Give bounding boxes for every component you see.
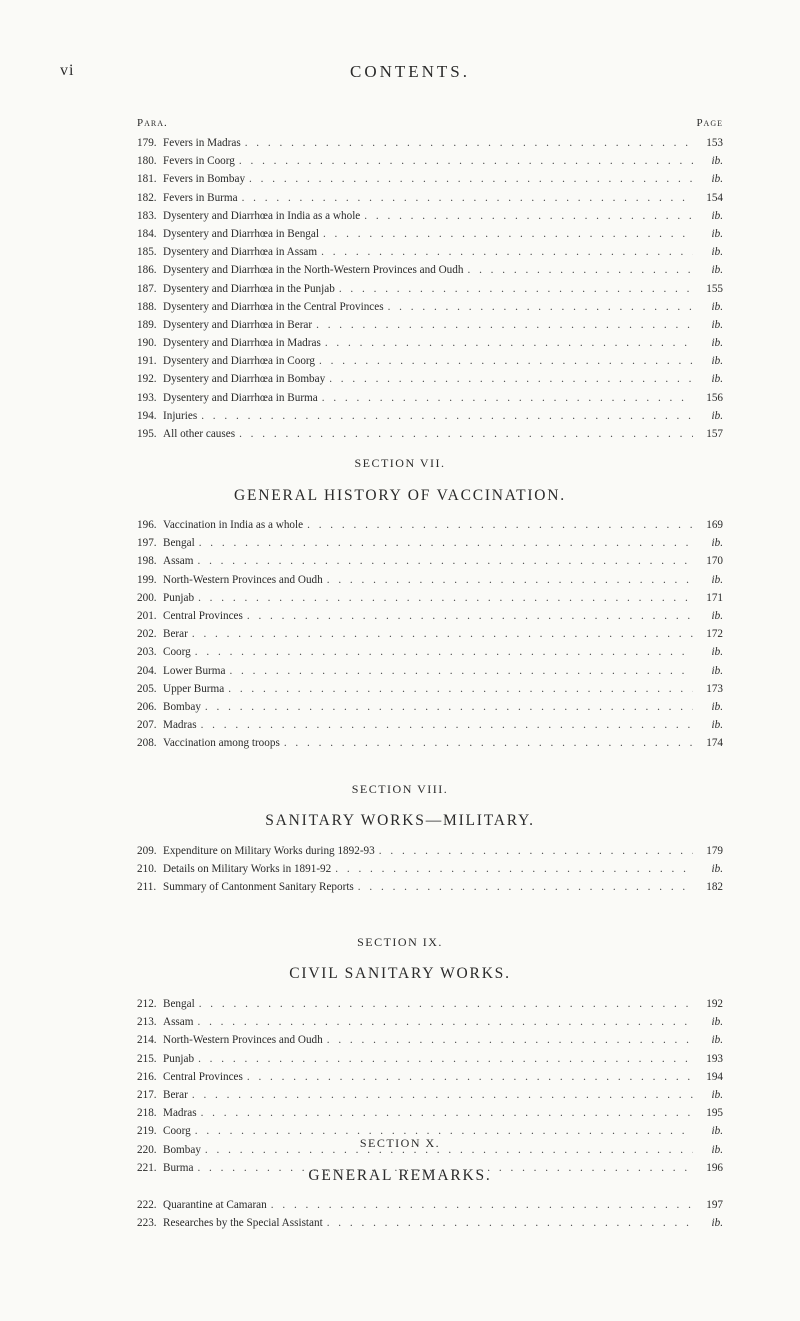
page-number: vi bbox=[60, 62, 75, 79]
entry-title: Vaccination among troops bbox=[163, 737, 280, 750]
entry-title: Madras bbox=[163, 719, 197, 732]
dot-leader bbox=[467, 261, 693, 279]
page-ref: ib. bbox=[711, 264, 723, 277]
entry-title: Fevers in Madras bbox=[163, 137, 241, 149]
dot-leader bbox=[197, 552, 693, 570]
page-ref: 157 bbox=[706, 428, 723, 440]
entry-title: Fevers in Coorg bbox=[163, 155, 235, 168]
toc-entry bbox=[137, 170, 723, 188]
para-number: 202. bbox=[137, 628, 157, 641]
dot-leader bbox=[321, 243, 693, 261]
page-ref: 169 bbox=[706, 519, 723, 531]
toc-entry bbox=[137, 552, 723, 570]
toc-entry bbox=[137, 316, 723, 334]
dot-leader bbox=[198, 589, 693, 607]
entry-title: Assam bbox=[163, 555, 194, 568]
entry-title: Bengal bbox=[163, 998, 195, 1010]
dot-leader bbox=[228, 680, 693, 698]
entry-title: Injuries bbox=[163, 409, 198, 422]
page-ref: ib. bbox=[711, 537, 723, 550]
para-number: 208. bbox=[137, 737, 157, 750]
para-number: 221. bbox=[137, 1161, 157, 1174]
para-number: 187. bbox=[137, 282, 157, 295]
entry-title: Dysentery and Diarrhœa in Berar bbox=[163, 318, 313, 331]
toc-entry bbox=[137, 225, 723, 243]
column-headers bbox=[137, 117, 723, 133]
toc-entry bbox=[137, 134, 723, 152]
toc-entry bbox=[137, 1086, 723, 1104]
dot-leader bbox=[192, 625, 693, 643]
dot-leader bbox=[192, 1086, 693, 1104]
dot-leader bbox=[316, 316, 693, 334]
entry-title: Berar bbox=[163, 628, 188, 641]
page-ref: 154 bbox=[706, 191, 723, 204]
page-ref: ib. bbox=[711, 646, 723, 659]
section-title: SANITARY WORKS—MILITARY. bbox=[265, 812, 535, 829]
dot-leader bbox=[358, 878, 693, 896]
toc-entry bbox=[137, 1031, 723, 1049]
dot-leader bbox=[201, 1104, 693, 1122]
para-number: 200. bbox=[137, 591, 157, 604]
toc-entry bbox=[137, 534, 723, 552]
dot-leader bbox=[195, 643, 693, 661]
toc-entry bbox=[137, 716, 723, 734]
para-number: 204. bbox=[137, 664, 157, 677]
dot-leader bbox=[199, 534, 693, 552]
para-number: 203. bbox=[137, 646, 157, 659]
dot-leader bbox=[335, 860, 693, 878]
page-ref: 197 bbox=[706, 1199, 723, 1211]
entry-title: Bombay bbox=[163, 1143, 201, 1156]
page-ref: 193 bbox=[706, 1052, 723, 1065]
para-number: 186. bbox=[137, 264, 157, 277]
toc-entry bbox=[137, 1050, 723, 1068]
section-entries bbox=[137, 842, 723, 897]
page-ref: 196 bbox=[706, 1161, 723, 1174]
page-ref: ib. bbox=[711, 719, 723, 732]
toc-entry bbox=[137, 334, 723, 352]
entry-title: Dysentery and Diarrhœa in Bengal bbox=[163, 227, 319, 240]
toc-entry bbox=[137, 407, 723, 425]
para-number: 209. bbox=[137, 845, 157, 857]
para-number: 217. bbox=[137, 1088, 157, 1101]
page-ref: 153 bbox=[706, 137, 723, 149]
para-number: 192. bbox=[137, 373, 157, 386]
entry-title: Dysentery and Diarrhœa in Assam bbox=[163, 246, 318, 259]
entry-title: All other causes bbox=[163, 428, 236, 440]
page-header bbox=[60, 62, 760, 86]
page-ref: ib. bbox=[711, 337, 723, 350]
page-ref: 172 bbox=[706, 628, 723, 641]
para-number: 223. bbox=[137, 1217, 157, 1230]
para-number: 216. bbox=[137, 1070, 157, 1083]
dot-leader bbox=[327, 1214, 693, 1232]
page-ref: ib. bbox=[711, 1034, 723, 1047]
dot-leader bbox=[247, 1068, 693, 1086]
page-ref: ib. bbox=[711, 318, 723, 331]
toc-entry bbox=[137, 842, 723, 860]
section-entries bbox=[137, 1196, 723, 1232]
para-number: 181. bbox=[137, 173, 157, 186]
dot-leader bbox=[364, 207, 693, 225]
dot-leader bbox=[284, 734, 693, 752]
page-ref: 195 bbox=[706, 1107, 723, 1120]
toc-entry bbox=[137, 280, 723, 298]
section-title: GENERAL HISTORY OF VACCINATION. bbox=[234, 487, 566, 504]
entry-title: Coorg bbox=[163, 646, 191, 659]
page-ref: ib. bbox=[711, 409, 723, 422]
page-column-label: Page bbox=[696, 117, 723, 129]
para-number: 189. bbox=[137, 318, 157, 331]
section-label: SECTION VIII. bbox=[351, 782, 449, 796]
page-ref: ib. bbox=[711, 300, 723, 313]
entry-title: Vaccination in India as a whole bbox=[163, 519, 304, 531]
toc-entry bbox=[137, 261, 723, 279]
entry-title: Dysentery and Diarrhœa in the Punjab bbox=[163, 282, 335, 295]
entry-title: Assam bbox=[163, 1016, 194, 1029]
section-label: SECTION IX. bbox=[357, 935, 443, 949]
entry-title: Expenditure on Military Works during 1892-93 bbox=[163, 845, 375, 857]
entry-title: Researches by the Special Assistant bbox=[163, 1217, 323, 1230]
page-ref: 192 bbox=[706, 998, 723, 1010]
para-number: 184. bbox=[137, 227, 157, 240]
toc-entry bbox=[137, 662, 723, 680]
page-ref: 174 bbox=[706, 737, 723, 750]
toc-entry bbox=[137, 571, 723, 589]
page-ref: 156 bbox=[706, 391, 723, 404]
toc-entry bbox=[137, 425, 723, 443]
toc-entry bbox=[137, 1104, 723, 1122]
page-ref: ib. bbox=[711, 373, 723, 386]
dot-leader bbox=[327, 1031, 693, 1049]
toc-entry bbox=[137, 207, 723, 225]
section-title: CIVIL SANITARY WORKS. bbox=[289, 965, 511, 982]
dot-leader bbox=[198, 1050, 693, 1068]
section-entries bbox=[137, 134, 723, 443]
para-number: 182. bbox=[137, 191, 157, 204]
para-number: 210. bbox=[137, 863, 157, 876]
entry-title: North-Western Provinces and Oudh bbox=[163, 1034, 323, 1047]
toc-entry bbox=[137, 189, 723, 207]
toc-entry bbox=[137, 152, 723, 170]
entry-title: Central Provinces bbox=[163, 609, 243, 622]
dot-leader bbox=[249, 170, 693, 188]
page-ref: ib. bbox=[711, 173, 723, 186]
page-ref: ib. bbox=[711, 246, 723, 259]
para-number: 207. bbox=[137, 719, 157, 732]
para-number: 212. bbox=[137, 998, 157, 1010]
entry-title: Dysentery and Diarrhœa in the North-Western Provinces and Oudh bbox=[163, 264, 464, 277]
dot-leader bbox=[329, 370, 693, 388]
toc-entry bbox=[137, 643, 723, 661]
entry-title: Dysentery and Diarrhœa in Madras bbox=[163, 337, 321, 350]
page-ref: 170 bbox=[706, 555, 723, 568]
toc-entry bbox=[137, 860, 723, 878]
toc-entry bbox=[137, 516, 723, 534]
entry-title: Burma bbox=[163, 1161, 194, 1174]
page-ref: ib. bbox=[711, 1088, 723, 1101]
page-ref: ib. bbox=[711, 155, 723, 168]
entry-title: North-Western Provinces and Oudh bbox=[163, 573, 323, 586]
dot-leader bbox=[199, 995, 693, 1013]
dot-leader bbox=[239, 425, 693, 443]
page-ref: ib. bbox=[711, 1016, 723, 1029]
entry-title: Details on Military Works in 1891-92 bbox=[163, 863, 332, 876]
para-number: 196. bbox=[137, 519, 157, 531]
page-ref: ib. bbox=[711, 863, 723, 876]
para-number: 220. bbox=[137, 1143, 157, 1156]
dot-leader bbox=[322, 389, 693, 407]
entry-title: Quarantine at Camaran bbox=[163, 1199, 267, 1211]
entry-title: Dysentery and Diarrhœa in Bombay bbox=[163, 373, 326, 386]
para-number: 211. bbox=[137, 881, 157, 894]
toc-entry bbox=[137, 995, 723, 1013]
toc-entry bbox=[137, 370, 723, 388]
entry-title: Punjab bbox=[163, 1052, 195, 1065]
para-number: 190. bbox=[137, 337, 157, 350]
para-number: 219. bbox=[137, 1125, 157, 1138]
toc-entry bbox=[137, 1068, 723, 1086]
entry-title: Berar bbox=[163, 1088, 188, 1101]
para-number: 193. bbox=[137, 391, 157, 404]
dot-leader bbox=[197, 1013, 693, 1031]
toc-entry bbox=[137, 625, 723, 643]
dot-leader bbox=[307, 516, 693, 534]
entry-title: Dysentery and Diarrhœa in the Central Provinces bbox=[163, 300, 384, 313]
dot-leader bbox=[271, 1196, 693, 1214]
entry-title: Fevers in Burma bbox=[163, 191, 238, 204]
para-number: 185. bbox=[137, 246, 157, 259]
page-title: CONTENTS. bbox=[349, 62, 471, 81]
page-ref: ib. bbox=[711, 609, 723, 622]
para-number: 188. bbox=[137, 300, 157, 313]
page-ref: ib. bbox=[711, 573, 723, 586]
page-ref: ib. bbox=[711, 700, 723, 713]
toc-entry bbox=[137, 1196, 723, 1214]
dot-leader bbox=[323, 225, 693, 243]
page-ref: 182 bbox=[706, 881, 723, 894]
dot-leader bbox=[201, 407, 693, 425]
para-column-label: Para. bbox=[137, 117, 168, 129]
toc-entry bbox=[137, 734, 723, 752]
page-ref: ib. bbox=[711, 355, 723, 368]
para-number: 214. bbox=[137, 1034, 157, 1047]
dot-leader bbox=[239, 152, 693, 170]
para-number: 213. bbox=[137, 1016, 157, 1029]
para-number: 183. bbox=[137, 209, 157, 222]
toc-entry bbox=[137, 298, 723, 316]
dot-leader bbox=[325, 334, 693, 352]
dot-leader bbox=[379, 842, 693, 860]
section-entries bbox=[137, 516, 723, 752]
page-ref: ib. bbox=[711, 227, 723, 240]
dot-leader bbox=[339, 280, 693, 298]
toc-entry bbox=[137, 1013, 723, 1031]
para-number: 218. bbox=[137, 1107, 157, 1120]
para-number: 194. bbox=[137, 409, 157, 422]
entry-title: Dysentery and Diarrhœa in India as a whole bbox=[163, 209, 361, 222]
section-label: SECTION VII. bbox=[354, 456, 446, 470]
page-ref: ib. bbox=[711, 1143, 723, 1156]
page-ref: ib. bbox=[711, 1217, 723, 1230]
entry-title: Coorg bbox=[163, 1125, 191, 1138]
dot-leader bbox=[245, 134, 693, 152]
para-number: 215. bbox=[137, 1052, 157, 1065]
entry-title: Fevers in Bombay bbox=[163, 173, 246, 186]
section-label: SECTION X. bbox=[359, 1136, 441, 1150]
entry-title: Madras bbox=[163, 1107, 197, 1120]
para-number: 199. bbox=[137, 573, 157, 586]
entry-title: Bengal bbox=[163, 537, 195, 550]
dot-leader bbox=[242, 189, 693, 207]
toc-entry bbox=[137, 589, 723, 607]
para-number: 197. bbox=[137, 537, 157, 550]
toc-entry bbox=[137, 698, 723, 716]
dot-leader bbox=[388, 298, 693, 316]
page-ref: ib. bbox=[711, 1125, 723, 1138]
entry-title: Central Provinces bbox=[163, 1070, 243, 1083]
para-number: 206. bbox=[137, 700, 157, 713]
para-number: 195. bbox=[137, 428, 157, 440]
toc-entry bbox=[137, 243, 723, 261]
entry-title: Dysentery and Diarrhœa in Burma bbox=[163, 391, 318, 404]
page-ref: 155 bbox=[706, 282, 723, 295]
dot-leader bbox=[319, 352, 693, 370]
toc-entry bbox=[137, 607, 723, 625]
para-number: 201. bbox=[137, 609, 157, 622]
entry-title: Punjab bbox=[163, 591, 195, 604]
page-ref: 173 bbox=[706, 682, 723, 695]
section-title: GENERAL REMARKS. bbox=[308, 1167, 492, 1184]
toc-entry bbox=[137, 1214, 723, 1232]
page-ref: 179 bbox=[706, 845, 723, 857]
dot-leader bbox=[247, 607, 693, 625]
page-ref: 171 bbox=[706, 591, 723, 604]
entry-title: Bombay bbox=[163, 700, 201, 713]
entry-title: Summary of Cantonment Sanitary Reports bbox=[163, 881, 354, 894]
dot-leader bbox=[205, 698, 693, 716]
dot-leader bbox=[327, 571, 693, 589]
page-ref: ib. bbox=[711, 209, 723, 222]
para-number: 191. bbox=[137, 355, 157, 368]
para-number: 180. bbox=[137, 155, 157, 168]
toc-entry bbox=[137, 680, 723, 698]
para-number: 205. bbox=[137, 682, 157, 695]
dot-leader bbox=[229, 662, 693, 680]
para-number: 179. bbox=[137, 137, 157, 149]
toc-entry bbox=[137, 352, 723, 370]
page-ref: 194 bbox=[706, 1070, 723, 1083]
entry-title: Upper Burma bbox=[163, 682, 225, 695]
dot-leader bbox=[201, 716, 693, 734]
toc-entry bbox=[137, 878, 723, 896]
entry-title: Dysentery and Diarrhœa in Coorg bbox=[163, 355, 316, 368]
para-number: 222. bbox=[137, 1199, 157, 1211]
para-number: 198. bbox=[137, 555, 157, 568]
page-ref: ib. bbox=[711, 664, 723, 677]
toc-entry bbox=[137, 389, 723, 407]
entry-title: Lower Burma bbox=[163, 664, 226, 677]
